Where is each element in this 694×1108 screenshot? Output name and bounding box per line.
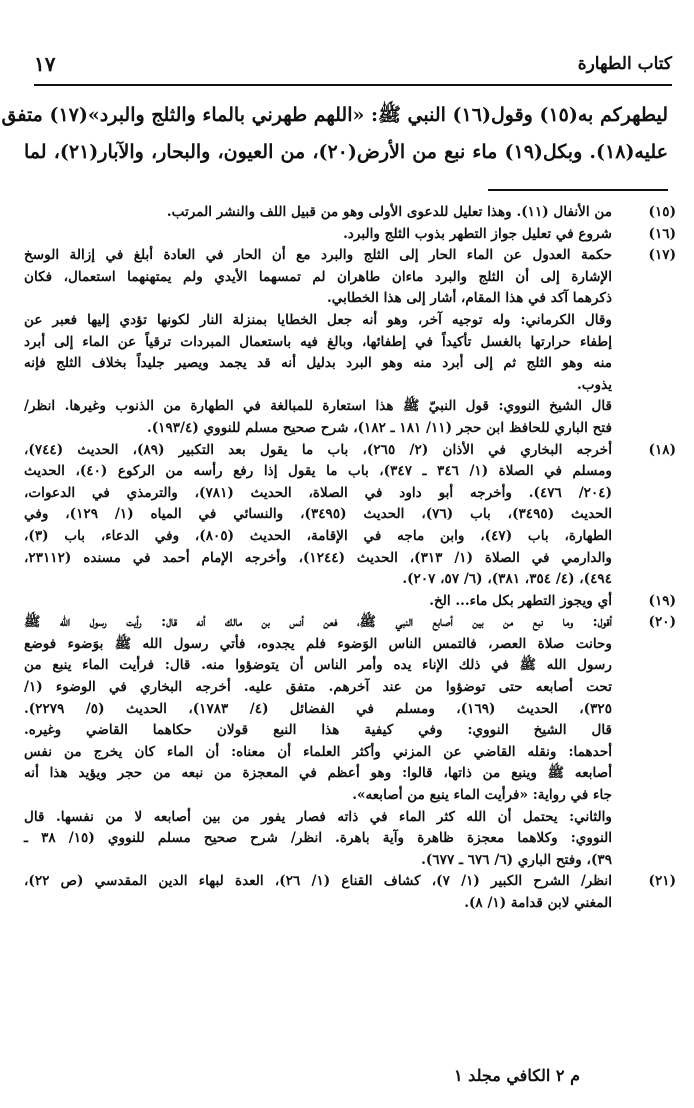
footnote-line: النووي: وكلاهما معجزة ظاهرة وآية باهرة. انظر/ شرح صحيح مسلم للنووي (١٥/ ٣٨ ـ <box>24 830 612 847</box>
footnote-number: (١٥) <box>648 204 676 220</box>
main-text <box>1 97 668 171</box>
footnote-number: (١٧) <box>648 247 676 264</box>
page-header <box>34 48 672 82</box>
footnote-number: (٢٠) <box>648 614 676 631</box>
footnote-line: ٣٩)، وفتح الباري (٦/ ٦٧٦ ـ ٦٧٧). <box>421 851 612 868</box>
footnote-line: من الأنفال (١١). وهذا تعليل للدعوى الأولى وهو من قبيل اللف والنشر المرتب. <box>166 204 612 220</box>
footnote <box>24 591 676 613</box>
footnote-body <box>24 202 612 224</box>
footnote-line: منه وهو الثلج ثم إلى أبرد منه وهو البرد بدليل أنه قد يجمد ويصير جليداً بخلاف الثلج فإنه <box>24 355 612 372</box>
footnote-line: إطفاء حرارتها بالغسل تأكيداً في إطفائها، وبالغ فيه باستعمال المبردات ترقياً عن الماء إلى أبرد <box>24 333 612 350</box>
footnote-line: والدارمي في الصلاة (١/ ٣١٣)، الحديث (١٢٤٤)، وأخرجه الإمام أحمد في مسنده (٢٣١١٢، <box>24 549 612 566</box>
footnote-line: ذكرهما آكد في هذا المقام، أشار إلى هذا الخطابي. <box>327 290 612 307</box>
footnotes <box>24 202 676 915</box>
footnote-body <box>24 245 612 439</box>
footnote <box>24 440 676 591</box>
footnote-body <box>24 612 612 871</box>
footnote-line: أقول: وما نبع من بين أصابع النبي ﷺ، فعن أنس بن مالك أنه قال: رأيت رسول الله ﷺ <box>24 614 612 631</box>
footnote-line: المغني لابن قدامة (١/ ٨). <box>464 895 612 911</box>
footnote-line: ومسلم في الصلاة (١/ ٣٤٦ ـ ٣٤٧)، باب ما يقول إذا رفع رأسه من الركوع (٤٠)، الحديث <box>24 463 612 480</box>
footnote-line: يذوب. <box>576 376 612 393</box>
footnote-line: الطهارة، باب (٤٧)، وابن ماجه في الإقامة، الحديث (٨٠٥)، وفي الدعاء، باب (٣)، <box>24 527 612 544</box>
footnote-line: رسول الله ﷺ في ذلك الإناء يده وأمر الناس أن يتوضؤوا منه. قال: فرأيت الماء ينبع من <box>24 657 612 674</box>
footnote-line: حكمة العدول عن الماء الحار إلى الثلج والبرد مع أن الحار في العادة أبلغ في إزالة الوسخ <box>24 247 612 264</box>
footnote <box>24 612 676 871</box>
footnote-line: انظر/ الشرح الكبير (١/ ٧)، كشاف القناع (١/ ٢٦)، العدة لبهاء الدين المقدسي (ص ٢٢)، <box>24 873 612 890</box>
footnote <box>24 871 676 914</box>
footnote-line: والثاني: يحتمل أن الله كثر الماء في ذاته فصار يفور من بين أصابعه لا من نفسها. قال <box>24 808 612 825</box>
footnote-line: ٣٢٥)، الحديث (١٦٩)، ومسلم في الفضائل (٤/ ١٧٨٣)، الحديث (٥/ ٢٢٧٩). <box>24 700 612 717</box>
footnote-line: قال الشيخ النووي: قول النبيّ ﷺ هذا استعارة للمبالغة في الطهارة من الذنوب وغيرها. انظر/ <box>24 398 612 415</box>
footnote-line: أخرجه البخاري في الأذان (٢/ ٢٦٥)، باب ما يقول بعد التكبير (٨٩)، الحديث (٧٤٤)، <box>24 441 612 458</box>
footnote-body <box>24 591 612 613</box>
footnote-line: جاء في رواية: «فرأيت الماء ينبع من أصابعه». <box>352 787 612 804</box>
page-signature: م ٢ الكافي مجلد ١ <box>454 1066 580 1085</box>
footnote-line: أصابعه ﷺ وينبع من ذاتها، قالوا: وهو أعظم في المعجزة من نبعه من حجر ويؤيد هذا أنه <box>24 765 612 782</box>
main-text-line: عليه(١٨). وبكل(١٩) ماء نبع من الأرض(٢٠)، من العيون، والبحار، والآبار(٢١)، لما <box>24 141 668 163</box>
footnote-line: وحانت صلاة العصر، فالتمس الناس الوَضوء فلم يجدوه، فأتي رسول الله ﷺ بوَضوء فوضع <box>24 635 612 652</box>
footnote-line: الإشارة إلى أن الثلج والبرد ماءان طاهران لم تمسهما الأيدي ولم يمتهنهما استعمال، فكان <box>24 268 612 285</box>
footnote-line: وقال الكرماني: وله توجيه آخر، وهو أنه جعل الخطايا بمنزلة النار لكونها تؤدي إليها فعبر عن <box>24 311 612 328</box>
footnote <box>24 245 676 439</box>
book-title: كتاب الطهارة <box>577 54 672 74</box>
footnote-line: (٢٠٤/ ٤٧٦). وأخرجه أبو داود في الصلاة، الحديث (٧٨١)، والترمذي في الدعوات، <box>24 484 613 501</box>
footnote-line: ٤٩٤)، (٤/ ٣٥٤، ٣٨١)، (٦/ ٥٧، ٢٠٧). <box>402 571 612 588</box>
footnote-line: تحت أصابعه حتى توضؤوا من عند آخرهم. متفق عليه. أخرجه البخاري في الوضوء (١/ <box>24 679 612 696</box>
page-number: ١٧ <box>34 52 56 76</box>
footnote-number: (١٨) <box>648 441 676 458</box>
footnote-line: فتح الباري للحافظ ابن حجر (١١/ ١٨١ ـ ١٨٢)، شرح صحيح مسلم للنووي (١٩٣/٤). <box>146 419 612 436</box>
footnote-line: أي ويجوز التطهر بكل ماء... الخ. <box>429 592 612 609</box>
footnote-line: أحدهما: ونقله القاضي عن المزني وأكثر العلماء أن معناه: أن الماء كان يخرج من نفس <box>24 743 612 760</box>
footnote <box>24 224 676 246</box>
header-rule <box>34 84 672 86</box>
footnote-line: شروع في تعليل جواز التطهر بذوب الثلج والبرد. <box>343 225 612 242</box>
footnote-body <box>24 871 612 914</box>
footnote-number: (٢١) <box>648 873 676 890</box>
footnote-separator <box>488 189 668 191</box>
footnote-number: (١٦) <box>648 225 676 242</box>
footnote-body <box>24 224 612 246</box>
footnote-number: (١٩) <box>648 592 676 609</box>
footnote-line: الحديث (٣٤٩٥)، باب (٧٦)، الحديث (٣٤٩٥)، والنسائي في المياه (١/ ١٢٩)، وفي <box>24 506 612 523</box>
main-text-line: ليطهركم به(١٥) وقول(١٦) النبي ﷺ: «اللهم طهرني بالماء والثلج والبرد»(١٧) متفق <box>1 104 668 126</box>
footnote <box>24 202 676 224</box>
footnote-line: قال الشيخ النووي: وفي كيفية هذا النبع قولان حكاهما القاضي وغيره. <box>24 722 612 739</box>
footnote-body <box>24 440 612 591</box>
